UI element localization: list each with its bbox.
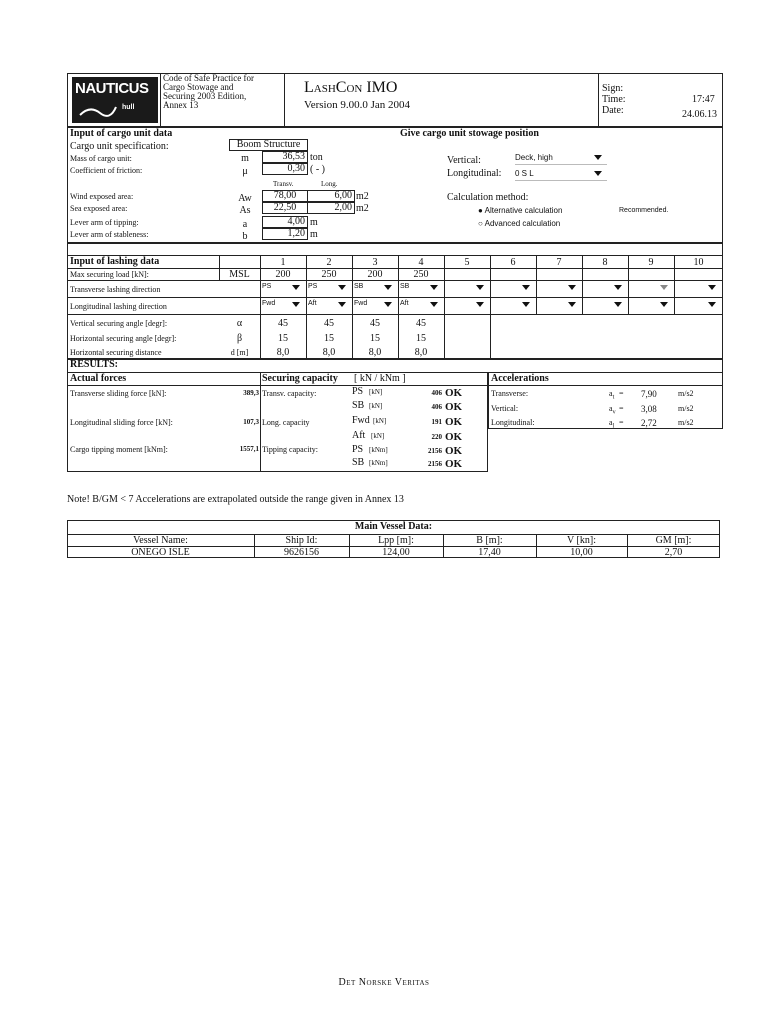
longitudinal-label: Longitudinal: xyxy=(447,168,502,179)
sea-unit: m2 xyxy=(356,203,369,214)
accel-row xyxy=(491,418,721,430)
lashing-col-10: 10 xyxy=(693,257,704,268)
longitudinal-dir-label: Longitudinal lashing direction xyxy=(70,302,167,311)
dropdown-icon xyxy=(568,302,576,307)
vert-angle-symbol: α xyxy=(236,318,243,329)
date-value: 24.06.13 xyxy=(682,109,717,120)
vert-angle-label: Vertical securing angle [degr]: xyxy=(70,319,168,328)
long-capacity-label: Long. capacity xyxy=(262,418,310,427)
stab-symbol: b xyxy=(242,231,248,242)
cap-value: 220 xyxy=(431,433,442,441)
vertical-label: Vertical: xyxy=(447,155,481,166)
transverse-select-1[interactable] xyxy=(262,283,304,290)
cap-value: 2156 xyxy=(428,447,442,455)
nauticus-logo xyxy=(72,77,158,123)
hor-dist-4[interactable]: 8,0 xyxy=(414,347,428,358)
transverse-select-2-value: PS xyxy=(308,283,318,290)
hor-dist-1[interactable]: 8,0 xyxy=(276,347,290,358)
tip-field[interactable]: 4,00 xyxy=(262,216,308,228)
wind-transv-field[interactable]: 78,00 xyxy=(262,190,308,202)
mass-symbol: m xyxy=(241,153,249,164)
lashing-col-1: 1 xyxy=(280,257,286,268)
lashing-title: Input of lashing data xyxy=(70,256,160,267)
cap-status: OK xyxy=(445,445,463,457)
radio-empty-icon: ○ xyxy=(478,219,483,228)
longitudinal-select-3[interactable] xyxy=(354,300,396,307)
date-label: Date: xyxy=(602,105,624,116)
accel-title: Accelerations xyxy=(491,373,549,384)
dropdown-icon xyxy=(292,285,300,290)
tipping-value: 1557,1 xyxy=(239,445,259,453)
gm-value: 2,70 xyxy=(664,547,683,558)
calc-alt-label: Alternative calculation xyxy=(484,206,563,215)
transv-header: Transv. xyxy=(273,180,294,188)
lpp-value: 124,00 xyxy=(382,547,410,558)
transverse-select-1-value: PS xyxy=(262,283,272,290)
dropdown-icon xyxy=(384,302,392,307)
capacity-row xyxy=(352,430,482,444)
ship-id-value: 9626156 xyxy=(284,547,319,558)
vertical-dropdown-icon xyxy=(594,155,602,160)
capacity-unit: [ kN / kNm ] xyxy=(354,373,406,384)
lashing-col-3: 3 xyxy=(372,257,378,268)
transverse-force-label: Transverse sliding force [kN]: xyxy=(70,389,167,398)
capacity-title: Securing capacity xyxy=(262,373,338,384)
accel-row xyxy=(491,404,721,416)
cap-status: OK xyxy=(445,458,463,470)
accel-label: Vertical: xyxy=(491,404,519,413)
accel-symbol: $a_l$ xyxy=(609,418,615,430)
hor-angle-1[interactable]: 15 xyxy=(278,333,288,344)
stowage-title: Give cargo unit stowage position xyxy=(400,128,539,139)
recommended-text: Recommended. xyxy=(619,207,669,214)
sea-long-field[interactable]: 2,00 xyxy=(307,202,355,214)
longitudinal-select-4-value: Aft xyxy=(400,300,409,307)
lashing-col-6: 6 xyxy=(510,257,516,268)
msl-symbol: MSL xyxy=(229,269,250,280)
time-value: 17:47 xyxy=(692,94,715,105)
hor-dist-label: Horizontal securing distance xyxy=(70,348,162,357)
wind-long-field[interactable]: 6,00 xyxy=(307,190,355,202)
mass-unit: ton xyxy=(310,152,323,163)
tip-unit: m xyxy=(310,217,318,228)
transverse-select-4-value: SB xyxy=(400,283,410,290)
vert-angle-2[interactable]: 45 xyxy=(324,318,334,329)
cap-value: 406 xyxy=(431,389,442,397)
tip-label: Lever arm of tipping: xyxy=(70,218,139,227)
tip-symbol: a xyxy=(242,219,248,230)
accel-symbol: $a_t$ xyxy=(609,389,615,401)
accel-eq: = xyxy=(619,404,624,413)
dropdown-icon xyxy=(338,302,346,307)
transverse-select-7[interactable] xyxy=(538,283,580,293)
accel-unit: m/s2 xyxy=(678,404,694,413)
accel-unit: m/s2 xyxy=(678,389,694,398)
logo-sub: hull xyxy=(122,104,135,111)
capacity-row xyxy=(352,444,482,458)
longitudinal-select-7[interactable] xyxy=(538,300,580,310)
dropdown-icon xyxy=(384,285,392,290)
hor-dist-2[interactable]: 8,0 xyxy=(322,347,336,358)
dropdown-icon xyxy=(292,302,300,307)
hor-angle-3[interactable]: 15 xyxy=(370,333,380,344)
msl-value-1[interactable]: 200 xyxy=(275,269,291,280)
radio-filled-icon: ● xyxy=(478,206,483,215)
hor-dist-symbol: d [m] xyxy=(230,348,249,357)
longitudinal-select-1-value: Fwd xyxy=(262,300,276,307)
transverse-select-10[interactable] xyxy=(676,283,720,293)
sea-transv-field[interactable]: 22,50 xyxy=(262,202,308,214)
cap-side: Fwd xyxy=(352,415,370,426)
wind-symbol: Aw xyxy=(238,193,252,204)
sign-label: Sign: xyxy=(602,83,624,94)
speed-value: 10,00 xyxy=(570,547,593,558)
version-text: Version 9.00.0 Jan 2004 xyxy=(304,99,411,111)
long-header: Long. xyxy=(321,180,338,188)
note-text: Note! B/GM < 7 Accelerations are extrapolated outside the range given in Annex 13 xyxy=(67,494,404,505)
longitudinal-select-9[interactable] xyxy=(630,300,672,310)
dropdown-icon xyxy=(708,302,716,307)
tipping-label: Cargo tipping moment [kNm]: xyxy=(70,445,168,454)
cap-status: OK xyxy=(445,387,463,399)
cap-side: Aft xyxy=(352,430,366,441)
cap-value: 2156 xyxy=(428,460,442,468)
dropdown-icon xyxy=(430,302,438,307)
longitudinal-dropdown-icon xyxy=(594,171,602,176)
lashing-col-7: 7 xyxy=(556,257,562,268)
mass-field[interactable]: 36,53 xyxy=(262,151,308,163)
dropdown-icon xyxy=(476,285,484,290)
lpp-header: Lpp [m]: xyxy=(378,535,414,546)
dropdown-icon xyxy=(522,302,530,307)
longitudinal-select-4[interactable] xyxy=(400,300,442,307)
gm-header: GM [m]: xyxy=(655,535,692,546)
msl-value-3[interactable]: 200 xyxy=(367,269,383,280)
calc-label: Calculation method: xyxy=(447,192,529,203)
dropdown-icon xyxy=(476,302,484,307)
calc-adv-label: Advanced calculation xyxy=(484,219,561,228)
code-text: Code of Safe Practice for Cargo Stowage and Securing 2003 Edition, Annex 13 xyxy=(163,73,254,110)
ship-id-header: Ship Id: xyxy=(285,535,318,546)
logo-wave-icon xyxy=(78,101,118,119)
hor-angle-4[interactable]: 15 xyxy=(416,333,426,344)
hor-angle-label: Horizontal securing angle [degr]: xyxy=(70,334,177,343)
dropdown-icon xyxy=(708,285,716,290)
msl-label: Max securing load [kN]: xyxy=(70,270,149,279)
capacity-row xyxy=(352,415,482,429)
hor-angle-2[interactable]: 15 xyxy=(324,333,334,344)
accel-label: Longitudinal: xyxy=(491,418,535,427)
dropdown-icon xyxy=(568,285,576,290)
accel-label: Transverse: xyxy=(491,389,529,398)
spec-field[interactable]: Boom Structure xyxy=(229,139,308,151)
app-title: LashCon IMO xyxy=(304,79,398,96)
logo-text: NAUTICUS xyxy=(75,80,149,97)
longitudinal-select-10[interactable] xyxy=(676,300,720,310)
beam-value: 17,40 xyxy=(478,547,501,558)
transv-capacity-label: Transv. capacity: xyxy=(262,389,317,398)
hor-angle-symbol: β xyxy=(236,333,243,344)
calc-adv-radio[interactable] xyxy=(478,219,560,228)
cap-unit: [kN] xyxy=(369,402,383,410)
transverse-select-9[interactable] xyxy=(630,283,672,293)
sea-symbol: As xyxy=(239,205,251,216)
longitudinal-select-5[interactable] xyxy=(446,300,488,310)
vert-angle-1[interactable]: 45 xyxy=(278,318,288,329)
transverse-select-8[interactable] xyxy=(584,283,626,293)
transverse-select-6[interactable] xyxy=(492,283,534,293)
results-title: RESULTS: xyxy=(70,359,118,370)
stab-unit: m xyxy=(310,229,318,240)
transverse-select-4[interactable] xyxy=(400,283,442,290)
msl-value-2[interactable]: 250 xyxy=(321,269,337,280)
hor-dist-3[interactable]: 8,0 xyxy=(368,347,382,358)
dropdown-icon xyxy=(660,302,668,307)
stab-label: Lever arm of stableness: xyxy=(70,230,149,239)
transverse-select-2[interactable] xyxy=(308,283,350,290)
cap-side: SB xyxy=(352,457,365,468)
spec-label: Cargo unit specification: xyxy=(70,141,169,152)
cap-status: OK xyxy=(445,431,463,443)
capacity-row xyxy=(352,386,482,400)
longitudinal-select-1[interactable] xyxy=(262,300,304,307)
lashing-col-9: 9 xyxy=(648,257,654,268)
transverse-dir-label: Transverse lashing direction xyxy=(70,285,161,294)
cap-unit: [kN] xyxy=(373,417,387,425)
vessel-name-value: ONEGO ISLE xyxy=(131,547,190,558)
cap-unit: [kN] xyxy=(369,388,383,396)
longitudinal-select-6[interactable] xyxy=(492,300,534,310)
vert-angle-4[interactable]: 45 xyxy=(416,318,426,329)
longitudinal-select[interactable] xyxy=(515,168,607,181)
beam-header: B [m]: xyxy=(476,535,503,546)
vessel-title: Main Vessel Data: xyxy=(354,521,433,532)
longitudinal-force-value: 107,3 xyxy=(243,418,259,426)
transverse-select-3[interactable] xyxy=(354,283,396,290)
accel-value: 7,90 xyxy=(641,389,657,399)
cap-unit: [kNm] xyxy=(369,459,388,467)
dropdown-icon xyxy=(614,302,622,307)
friction-symbol: μ xyxy=(242,166,248,177)
friction-field[interactable]: 0,30 xyxy=(262,163,308,175)
cap-value: 406 xyxy=(431,403,442,411)
stab-field[interactable]: 1,20 xyxy=(262,228,308,240)
vertical-select-value: Deck, high xyxy=(515,153,553,162)
wind-label: Wind exposed area: xyxy=(70,192,134,201)
msl-value-4[interactable]: 250 xyxy=(413,269,429,280)
footer-text: Det Norske Veritas xyxy=(338,977,430,988)
accel-value: 2,72 xyxy=(641,418,657,428)
friction-label: Coefficient of friction: xyxy=(70,166,143,175)
speed-header: V [kn]: xyxy=(567,535,596,546)
friction-unit: ( - ) xyxy=(310,164,325,175)
cap-side: PS xyxy=(352,386,364,397)
lashing-col-8: 8 xyxy=(602,257,608,268)
wind-unit: m2 xyxy=(356,191,369,202)
dropdown-icon xyxy=(430,285,438,290)
dropdown-icon xyxy=(338,285,346,290)
actual-forces-title: Actual forces xyxy=(70,373,127,384)
cap-side: SB xyxy=(352,400,365,411)
cap-status: OK xyxy=(445,416,463,428)
accel-eq: = xyxy=(619,389,624,398)
mass-label: Mass of cargo unit: xyxy=(70,154,132,163)
cargo-section-title: Input of cargo unit data xyxy=(70,128,173,139)
cap-unit: [kN] xyxy=(371,432,385,440)
longitudinal-select-2-value: Aft xyxy=(308,300,317,307)
transverse-force-value: 389,3 xyxy=(243,389,259,397)
lashing-col-4: 4 xyxy=(418,257,424,268)
accel-symbol: $a_v$ xyxy=(609,404,616,416)
dropdown-icon xyxy=(614,285,622,290)
accel-value: 3,08 xyxy=(641,404,657,414)
vert-angle-3[interactable]: 45 xyxy=(370,318,380,329)
lashing-col-2: 2 xyxy=(326,257,332,268)
sea-label: Sea exposed area: xyxy=(70,204,128,213)
results-frame xyxy=(67,359,723,372)
longitudinal-select-3-value: Fwd xyxy=(354,300,368,307)
time-label: Time: xyxy=(602,94,626,105)
vessel-name-header: Vessel Name: xyxy=(133,535,188,546)
accel-eq: = xyxy=(619,418,624,427)
tipping-capacity-label: Tipping capacity: xyxy=(262,445,318,454)
cap-side: PS xyxy=(352,444,364,455)
lashing-col-5: 5 xyxy=(464,257,470,268)
vertical-select[interactable] xyxy=(515,152,607,165)
longitudinal-force-label: Longitudinal sliding force [kN]: xyxy=(70,418,173,427)
dropdown-icon xyxy=(660,285,668,290)
dropdown-icon xyxy=(522,285,530,290)
cap-value: 191 xyxy=(431,418,442,426)
capacity-row xyxy=(352,457,482,471)
accel-unit: m/s2 xyxy=(678,418,694,427)
capacity-row xyxy=(352,400,482,414)
longitudinal-select-value: 0 S L xyxy=(515,169,534,178)
calc-alt-radio[interactable] xyxy=(478,206,562,215)
transverse-select-5[interactable] xyxy=(446,283,488,293)
longitudinal-select-8[interactable] xyxy=(584,300,626,310)
longitudinal-select-2[interactable] xyxy=(308,300,350,307)
transverse-select-3-value: SB xyxy=(354,283,364,290)
cap-status: OK xyxy=(445,401,463,413)
accel-row xyxy=(491,389,721,401)
cap-unit: [kNm] xyxy=(369,446,388,454)
